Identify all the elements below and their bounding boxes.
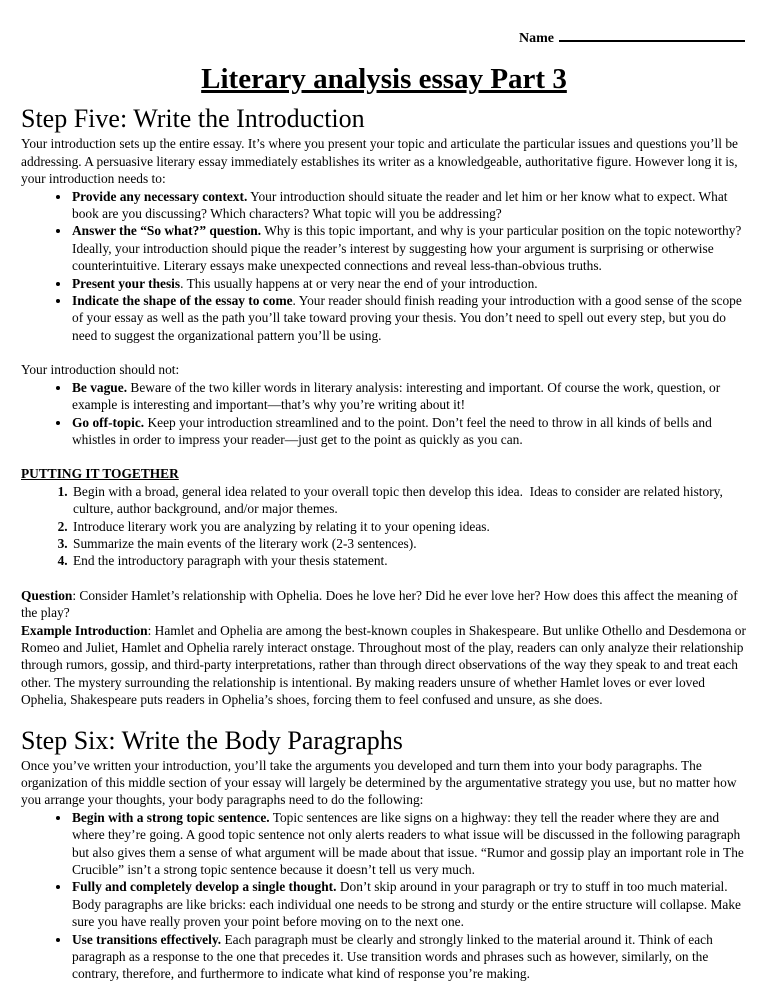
- list-item: [71, 188, 747, 223]
- bullet-lead: Go off-topic.: [72, 414, 145, 430]
- bullet-lead: Begin with a strong topic sentence.: [72, 809, 270, 825]
- list-item: 4. End the introductory paragraph with your thesis statement.: [71, 552, 747, 569]
- spacer: [21, 344, 747, 361]
- step-six-heading: Step Six: Write the Body Paragraphs: [21, 725, 403, 755]
- bullet-text: . This usually happens at or very near the end of your introduction.: [180, 275, 538, 291]
- step-five-intro-paragraph: Your introduction sets up the entire essay. It’s where you present your topic and articulate the particular issues and questions you’ll be addressing. A persuasive literary essay immediately establishes its writer as a knowledgeable, authoritative figure. However long it is, your introduction needs to:: [21, 136, 742, 187]
- spacer: [21, 448, 747, 465]
- step-five-heading: Step Five: Write the Introduction: [21, 104, 365, 134]
- list-item: 3. Summarize the main events of the literary work (2-3 sentences).: [71, 535, 747, 552]
- list-item: [71, 809, 747, 879]
- step-six-bullet-list: [21, 809, 747, 983]
- should-not-bullet-list: [21, 379, 747, 449]
- bullet-text: Your introduction should situate the reader and let him or her know what to expect. What book are you discussing? Which characters? What topic will you be addressing?: [72, 188, 731, 222]
- list-item: [71, 275, 747, 292]
- should-not-intro: Your introduction should not:: [21, 362, 180, 378]
- bullet-lead: Indicate the shape of the essay to come: [72, 293, 293, 309]
- putting-it-together-heading: PUTTING IT TOGETHER: [21, 466, 179, 482]
- name-row: [21, 26, 747, 47]
- bullet-text: Don’t skip around in your paragraph or try to stuff in too much material. Body paragraphs are like bricks: each individual one needs to be strong and sturdy or the entire structure will collapse. Make sure you have really proven your point before moving on to the next one.: [72, 879, 745, 930]
- bullet-text: Each paragraph must be clearly and strongly linked to the material around it. Think of each paragraph as a response to the one that precedes it. Use transition words and phrases such as however, similarly, on the contrary, therefore, and furthermore to indicate what kind of response you’re making.: [72, 931, 717, 982]
- spacer: [21, 570, 747, 587]
- bullet-text: Beware of the two killer words in literary analysis: interesting and important. Of course the work, question, or example is interesting and important—that’s why you’re writing about it!: [72, 379, 724, 413]
- list-item: [71, 292, 747, 344]
- list-item: [71, 878, 747, 930]
- example-introduction-text: : Hamlet and Ophelia are among the best-known couples in Shakespeare. But unlike Othello and Desdemona or Romeo and Juliet, Hamlet and Ophelia rarely interact onstage. Throughout most of the play, readers can only analyze their relationship through rumors, gossip, and third-party interpretations, rather than through direct observations of the way they speak to and treat each other. The mystery surrounding the relationship is intentional. By making readers unsure of whether Hamlet loves or ever loved Ophelia, Shakespeare puts readers in Ophelia’s shoes, forcing them to feel confused and unsure, as she does.: [21, 622, 750, 708]
- step-six-intro-paragraph: Once you’ve written your introduction, you’ll take the arguments you developed and turn them into your body paragraphs. The organization of this middle section of your essay will largely be determined by the argumentative strategy you use, but no matter how you arrange your thoughts, your body paragraphs need to do the following:: [21, 757, 740, 808]
- page-title: Literary analysis essay Part 3: [201, 63, 567, 96]
- name-blank-line: [559, 26, 745, 42]
- question-paragraph: [21, 587, 747, 622]
- bullet-lead: Provide any necessary context.: [72, 188, 248, 204]
- bullet-text: . Your reader should finish reading your introduction with a good sense of the scope of your essay as well as the path you’ll take toward proving your thesis. You don’t need to spell out every step, but you do need to suggest the organizational pattern you’ll be using.: [72, 293, 746, 343]
- putting-it-together-list: [21, 483, 747, 570]
- list-item: 2. Introduce literary work you are analyzing by relating it to your opening ideas.: [71, 518, 747, 535]
- bullet-text: Why is this topic important, and why is your particular position on the topic noteworthy? Ideally, your introduction should pique the reader’s interest by suggesting how your argument is surprising or otherwise counterintuitive. Literary essays make unexpected connections and reveal less-than-obvious truths.: [72, 223, 745, 274]
- list-item: [71, 222, 747, 274]
- question-text: : Consider Hamlet’s relationship with Ophelia. Does he love her? Did he ever love her? How does this affect the meaning of the play?: [21, 587, 742, 621]
- bullet-text: Keep your introduction streamlined and to the point. Don’t feel the need to throw in all kinds of bells and whistles in order to impress your reader—just get to the point as quickly as you can.: [72, 414, 716, 447]
- list-item: 1. Begin with a broad, general idea related to your overall topic then develop this idea. Ideas to consider are related history, culture, author background, and/or major themes.: [71, 483, 747, 518]
- list-item: [71, 931, 747, 983]
- step-five-bullet-list: [21, 188, 747, 345]
- bullet-lead: Be vague.: [72, 379, 128, 395]
- example-introduction-label: Example Introduction: [21, 622, 148, 638]
- name-label: Name: [519, 31, 554, 46]
- list-item: [71, 379, 747, 414]
- question-label: Question: [21, 587, 73, 603]
- bullet-lead: Present your thesis: [72, 275, 181, 291]
- bullet-lead: Fully and completely develop a single thought.: [72, 879, 337, 895]
- bullet-lead: Answer the “So what?” question.: [72, 223, 262, 239]
- bullet-lead: Use transitions effectively.: [72, 931, 222, 947]
- bullet-text: Topic sentences are like signs on a highway: they tell the reader where they are and where they’re going. A good topic sentence not only alerts readers to what issue will be discussed in the following paragraph but also gives them a sense of what argument will be made about that issue. “Rumor and gossip play an important role in The Crucible” isn’t a strong topic sentence because it doesn’t tell us very much.: [72, 809, 748, 878]
- list-item: [71, 414, 747, 449]
- example-introduction-paragraph: [21, 622, 750, 709]
